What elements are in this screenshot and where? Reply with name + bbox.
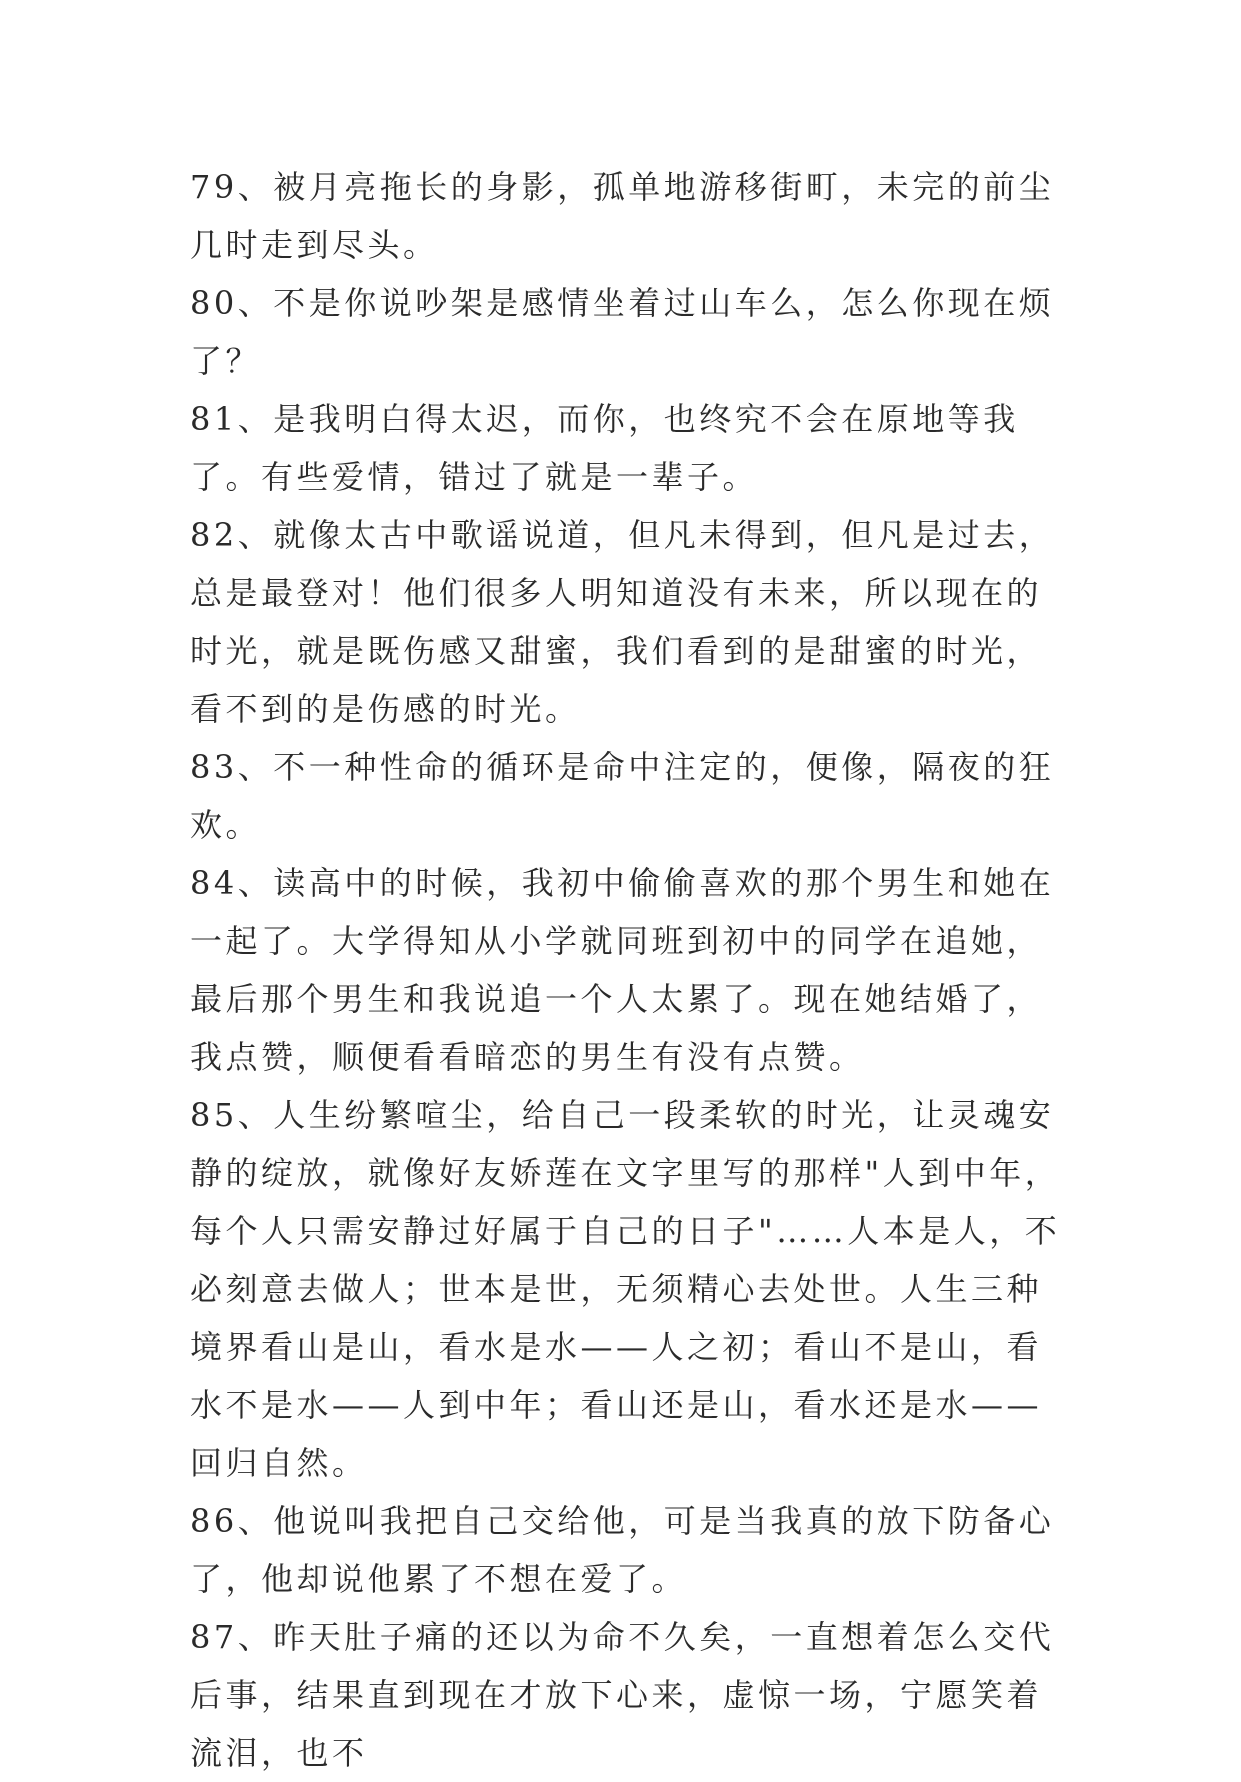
paragraph-81: 81、是我明白得太迟，而你，也终究不会在原地等我了。有些爱情，错过了就是一辈子。	[190, 400, 1019, 496]
paragraph-86: 86、他说叫我把自己交给他，可是当我真的放下防备心了，他却说他累了不想在爱了。	[190, 1502, 1055, 1598]
paragraph-84: 84、读高中的时候，我初中偷偷喜欢的那个男生和她在一起了。大学得知从小学就同班到初中的同学在追她，最后那个男生和我说追一个人太累了。现在她结婚了，我点赞，顺便看看暗恋的男生有没有点赞。	[190, 864, 1055, 1076]
paragraph-82: 82、就像太古中歌谣说道，但凡未得到，但凡是过去，总是最登对！他们很多人明知道没有未来，所以现在的时光，就是既伤感又甜蜜，我们看到的是甜蜜的时光，看不到的是伤感的时光。	[190, 516, 1055, 728]
document-body	[190, 158, 1070, 1782]
paragraph-87: 87、昨天肚子痛的还以为命不久矣，一直想着怎么交代后事，结果直到现在才放下心来，虚惊一场，宁愿笑着流泪，也不	[190, 1618, 1055, 1772]
paragraph-83: 83、不一种性命的循环是命中注定的，便像，隔夜的狂欢。	[190, 748, 1055, 844]
paragraph-79: 79、被月亮拖长的身影，孤单地游移街町，未完的前尘几时走到尽头。	[190, 168, 1055, 264]
paragraph-85: 85、人生纷繁喧尘，给自己一段柔软的时光，让灵魂安静的绽放，就像好友娇莲在文字里写的那样"人到中年，每个人只需安静过好属于自己的日子"……人本是人，不必刻意去做人；世本是世，无须精心去处世。人生三种境界看山是山，看水是水——人之初；看山不是山，看水不是水——人到中年；看山还是山，看水还是水——回归自然。	[190, 1096, 1061, 1482]
paragraph-80: 80、不是你说吵架是感情坐着过山车么，怎么你现在烦了？	[190, 284, 1055, 380]
